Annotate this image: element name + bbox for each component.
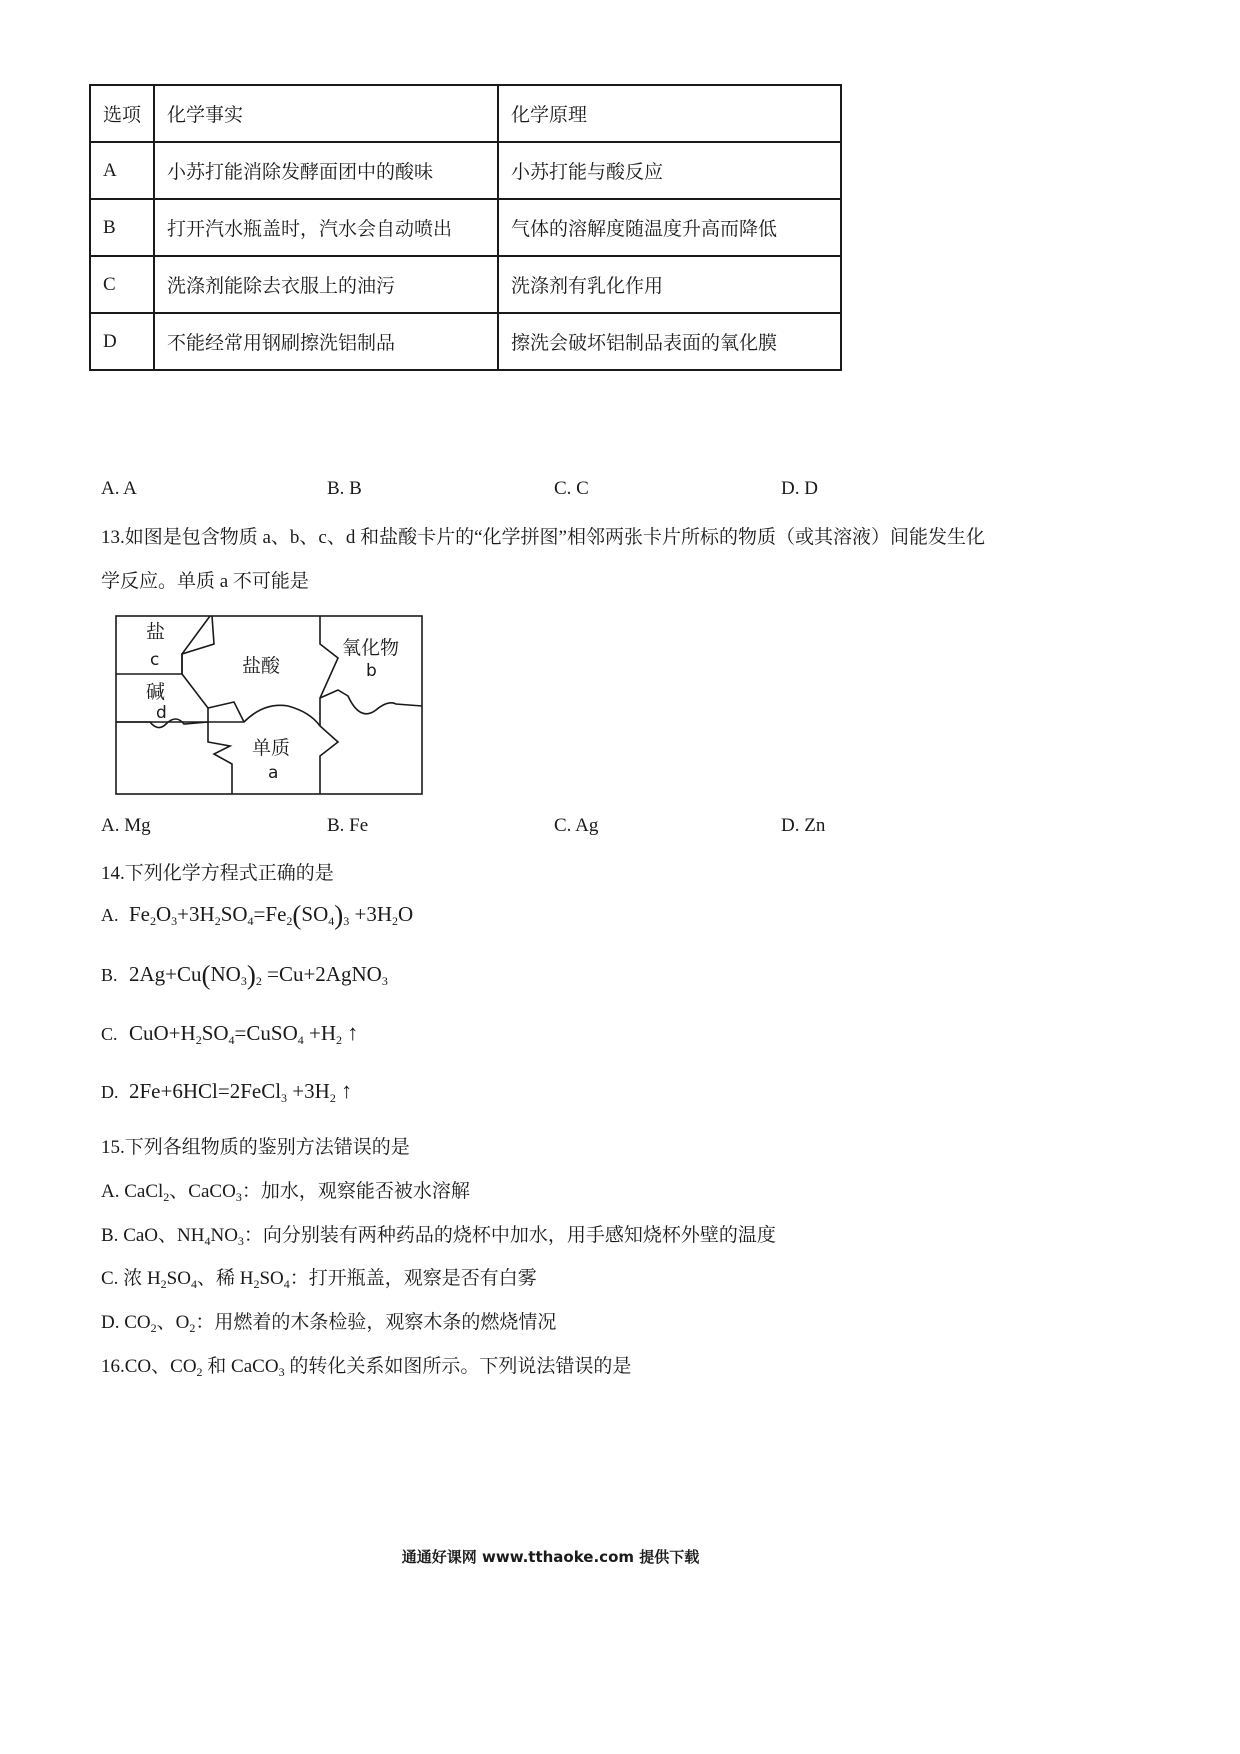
puzzle-edge-oxide-bottom <box>320 690 422 714</box>
option-text: ：向分别装有两种药品的烧杯中加水，用手感知烧杯外壁的温度 <box>243 1225 776 1246</box>
q15-stem: 15.下列各组物质的鉴别方法错误的是 <box>101 1137 410 1158</box>
option-label: B. <box>101 965 118 985</box>
option-label: D. <box>101 1082 119 1102</box>
q14-option-c: C. $CuO+H_2SO_4=CuSO_4 +H_2$ ↑ <box>101 1020 359 1047</box>
table-cell: 小苏打能消除发酵面团中的酸味 <box>154 142 498 199</box>
chemistry-puzzle-figure <box>114 614 426 798</box>
page-footer: 通通好课网 www.tthaoke.com 提供下载 <box>401 1548 700 1566</box>
q14-option-b: B. $2Ag+Cu(NO_3)_2$ =Cu+2AgNO$_3$ <box>101 960 388 990</box>
header-cell-fact: 化学事实 <box>154 85 498 142</box>
puzzle-label-element: 单质 <box>252 737 291 759</box>
table-header-row <box>90 85 841 142</box>
table-cell: 气体的溶解度随温度升高而降低 <box>498 199 841 256</box>
option-text: ：加水，观察能否被水溶解 <box>241 1181 470 1202</box>
table-cell: 洗涤剂能除去衣服上的油污 <box>154 256 498 313</box>
puzzle-label-oxide: 氧化物 <box>342 637 400 659</box>
q13-option-b: B. Fe <box>327 815 369 836</box>
option-text: ：打开瓶盖，观察是否有白雾 <box>289 1268 537 1289</box>
q12-option-d: D. D <box>781 478 818 499</box>
q15-option-d: D. $CO_2$、$O_2$：用燃着的木条检验，观察木条的燃烧情况 <box>101 1312 557 1335</box>
table-cell: B <box>90 199 154 256</box>
q16-stem-part: 的转化关系如图所示。下列说法错误的是 <box>289 1356 632 1377</box>
option-text: ：用燃着的木条检验，观察木条的燃烧情况 <box>195 1312 557 1333</box>
option-label: A. <box>101 1181 125 1202</box>
table-row <box>90 142 841 199</box>
table-cell: 擦洗会破坏铝制品表面的氧化膜 <box>498 313 841 370</box>
q13-option-a: A. Mg <box>101 815 151 836</box>
puzzle-edge-base <box>116 674 244 722</box>
fact-principle-table <box>89 84 842 371</box>
option-label: D. <box>101 1312 125 1333</box>
option-label: C. <box>101 1024 118 1044</box>
puzzle-edge-acid-left <box>182 616 214 674</box>
q13-stem-line2: 学反应。单质 a 不可能是 <box>101 571 309 592</box>
table-row <box>90 313 841 370</box>
q16-stem-part: 16.CO、CO <box>101 1356 197 1377</box>
table-row <box>90 199 841 256</box>
q14-option-a: A. $Fe_2O_3+3H_2SO_4=Fe_2(SO_4)_3 +3H_2O$ <box>101 900 414 930</box>
puzzle-label-salt: 盐 <box>146 621 166 643</box>
table-cell: C <box>90 256 154 313</box>
q12-option-a: A. A <box>101 478 137 499</box>
table-cell: 打开汽水瓶盖时，汽水会自动喷出 <box>154 199 498 256</box>
table-row <box>90 256 841 313</box>
q14-option-d: D. 2Fe+6HCl=2FeCl$_3$ $+3H_2$ ↑ <box>101 1078 353 1105</box>
table-cell: D <box>90 313 154 370</box>
table-cell: 小苏打能与酸反应 <box>498 142 841 199</box>
q14-stem: 14.下列化学方程式正确的是 <box>101 863 334 884</box>
q13-option-d: D. Zn <box>781 815 826 836</box>
puzzle-letter-a: a <box>268 763 279 783</box>
puzzle-letter-d: d <box>156 703 167 723</box>
puzzle-edge-oxide <box>320 616 338 726</box>
puzzle-label-acid: 盐酸 <box>242 655 281 677</box>
option-label: A. <box>101 905 119 925</box>
puzzle-label-base: 碱 <box>146 681 166 703</box>
q15-option-b: B. CaO、$NH_4NO_3$：向分别装有两种药品的烧杯中加水，用手感知烧杯外壁的温度 <box>101 1225 776 1248</box>
header-cell-principle: 化学原理 <box>498 85 841 142</box>
option-label: C. <box>101 1268 124 1289</box>
puzzle-letter-c: c <box>150 650 160 670</box>
option-text-mid: 、稀 <box>196 1268 240 1289</box>
table-cell: 洗涤剂有乳化作用 <box>498 256 841 313</box>
q15-option-c: C. 浓 $H_2SO_4$、稀 $H_2SO_4$：打开瓶盖，观察是否有白雾 <box>101 1268 537 1291</box>
q12-option-b: B. B <box>327 478 362 499</box>
q16-stem-part: 和 CaCO <box>207 1356 279 1377</box>
table-cell: A <box>90 142 154 199</box>
q15-option-a: A. CaCl$_2$、CaCO$_3$：加水，观察能否被水溶解 <box>101 1181 470 1204</box>
q12-option-c: C. C <box>554 478 589 499</box>
puzzle-letter-b: b <box>366 661 377 681</box>
header-cell-option: 选项 <box>90 85 154 142</box>
q13-stem-line1: 13.如图是包含物质 a、b、c、d 和盐酸卡片的“化学拼图”相邻两张卡片所标的物质（或其溶液）间能发生化 <box>101 527 985 548</box>
puzzle-edge-element-left <box>208 722 232 794</box>
q16-stem: 16.CO、$CO_2$ 和 CaCO$_3$ 的转化关系如图所示。下列说法错误的是 <box>101 1356 632 1379</box>
option-label: B. <box>101 1225 124 1246</box>
table-cell: 不能经常用钢刷擦洗铝制品 <box>154 313 498 370</box>
q13-option-c: C. Ag <box>554 815 599 836</box>
